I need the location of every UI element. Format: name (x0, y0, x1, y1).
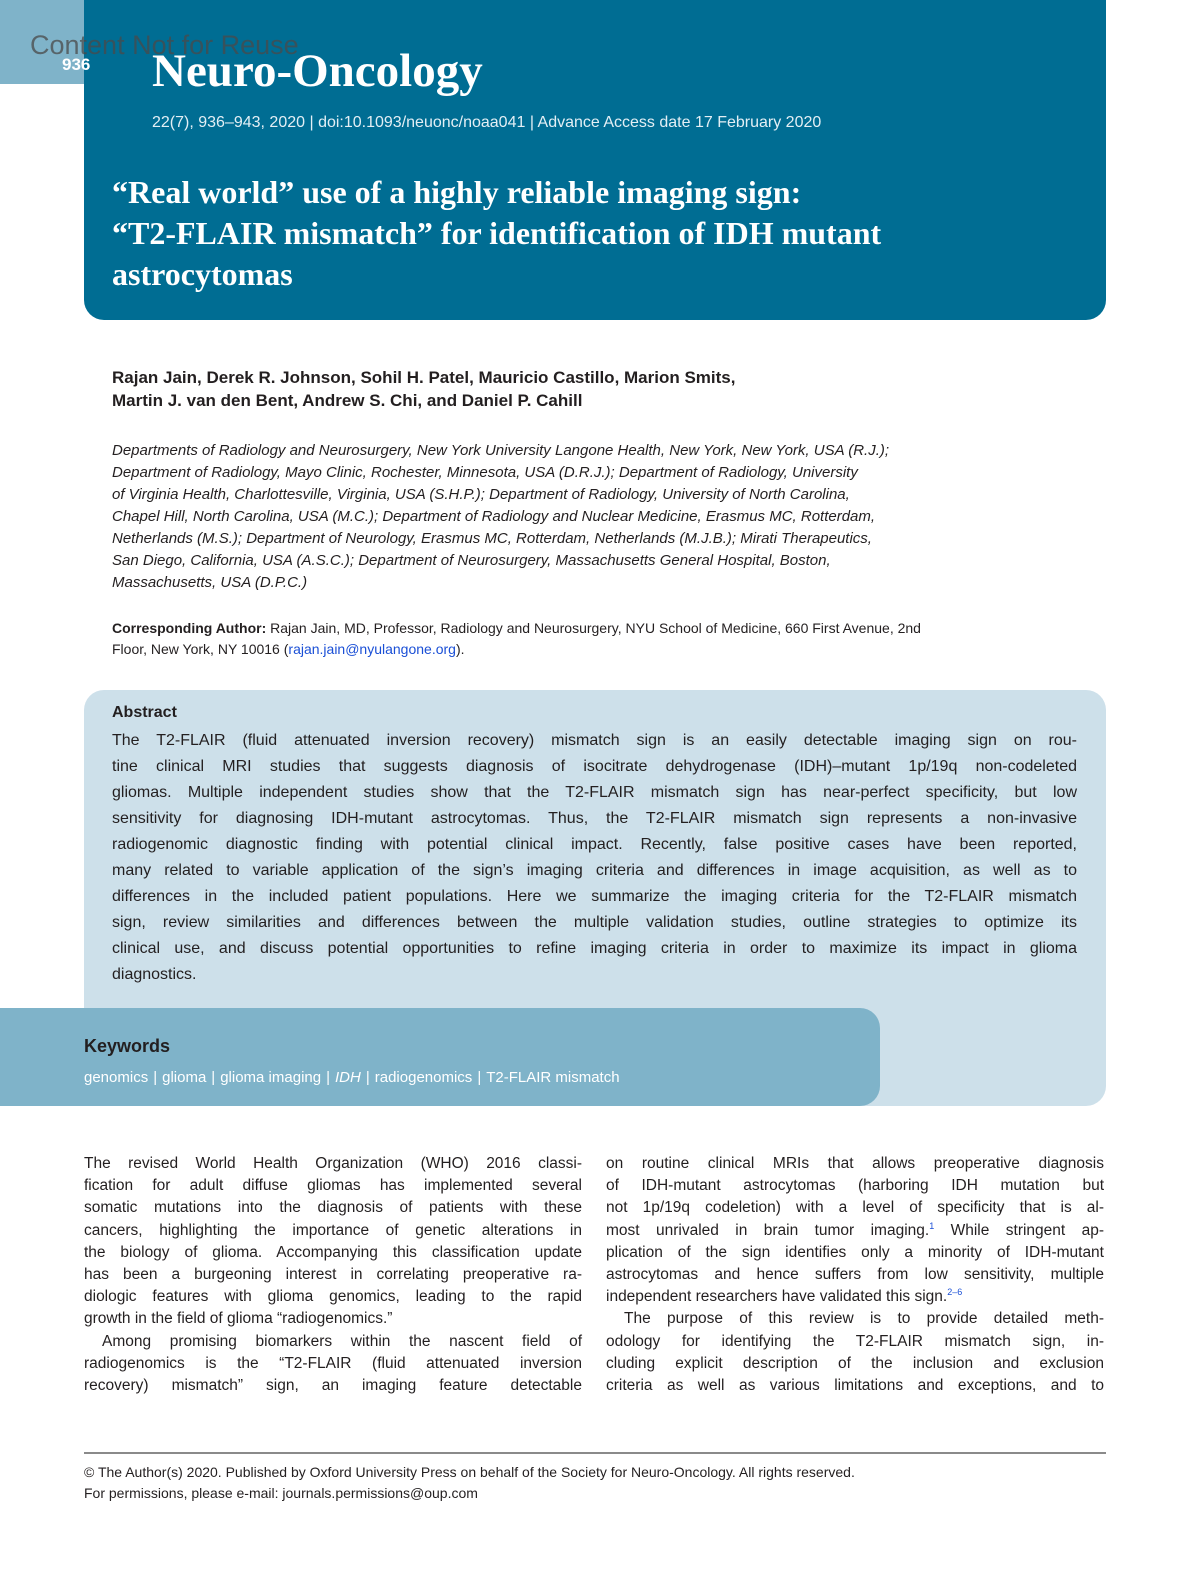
abstract-text (112, 728, 1077, 988)
reference-link[interactable]: 2–6 (947, 1287, 963, 1298)
body-line: of IDH-mutant astrocytomas (harboring IDH mutation but (606, 1177, 1104, 1195)
body-text: most unrivaled in brain tumor imaging. (606, 1221, 930, 1239)
page-number: 936 (62, 55, 91, 74)
affiliation-line: San Diego, California, USA (A.S.C.); Department of Neurosurgery, Massachusetts General Hospital, Boston, (112, 552, 831, 569)
body-line: has been a burgeoning interest in correlating preoperative ra- (84, 1266, 582, 1284)
keyword[interactable]: glioma imaging (220, 1069, 322, 1086)
body-line: plication of the sign identifies only a minority of IDH-mutant (606, 1243, 1104, 1261)
body-line-with-ref (606, 1286, 1104, 1308)
corresponding-author (112, 618, 1072, 660)
email-link[interactable]: rajan.jain@nyulangone.org (288, 641, 456, 657)
keyword[interactable]: glioma (162, 1069, 207, 1086)
body-line: criteria as well as various limitations and exceptions, and to (606, 1377, 1104, 1395)
watermark: Content Not for Reuse (30, 30, 299, 60)
body-line: diologic features with glioma genomics, leading to the rapid (84, 1288, 582, 1306)
body-line: fication for adult diffuse gliomas has implemented several (84, 1177, 582, 1195)
abstract-line: sensitivity for diagnosing IDH-mutant astrocytomas. Thus, the T2-FLAIR mismatch sign represents a non-invasive (112, 810, 1077, 827)
article-title (112, 172, 1072, 295)
author-line: Rajan Jain, Derek R. Johnson, Sohil H. Patel, Mauricio Castillo, Marion Smits, (112, 368, 736, 387)
body-line: The revised World Health Organization (WHO) 2016 classi- (84, 1155, 582, 1172)
citation: 22(7), 936–943, 2020 | doi:10.1093/neuonc/noaa041 | Advance Access date 17 February 2020 (152, 114, 822, 131)
body-line: Among promising biomarkers within the nascent field of (102, 1332, 582, 1350)
footer-rule (84, 1452, 1106, 1454)
body-line: on routine clinical MRIs that allows preoperative diagnosis (606, 1155, 1104, 1172)
affiliation-line: Netherlands (M.S.); Department of Neurology, Erasmus MC, Rotterdam, Netherlands (M.J.B.); Mirati Therapeutics, (112, 530, 872, 547)
affiliation-line: Departments of Radiology and Neurosurgery, New York University Langone Health, New York, New York, USA (R.J.); (112, 442, 890, 459)
reference-link[interactable]: 1 (929, 1220, 935, 1231)
body-line: radiogenomics is the “T2-FLAIR (fluid attenuated inversion (84, 1354, 582, 1372)
abstract-line: The T2-FLAIR (fluid attenuated inversion recovery) mismatch sign is an easily detectable imaging sign on rou- (112, 732, 1077, 749)
body-line-with-ref (606, 1220, 1104, 1242)
keyword[interactable]: T2-FLAIR mismatch (486, 1069, 620, 1086)
body-line: odology for identifying the T2-FLAIR mismatch sign, in- (606, 1332, 1104, 1350)
body-line: somatic mutations into the diagnosis of patients with these (84, 1199, 582, 1217)
keywords-heading: Keywords (84, 1036, 171, 1056)
affiliation-line: Chapel Hill, North Carolina, USA (M.C.); Department of Radiology and Nuclear Medicine, Erasmus MC, Rotterdam, (112, 508, 876, 525)
keyword[interactable]: IDH (335, 1069, 361, 1086)
body-line: the biology of glioma. Accompanying this classification update (84, 1243, 582, 1261)
body-column-right (606, 1153, 1104, 1397)
footer (84, 1462, 855, 1504)
body-line: not 1p/19q codeletion) with a level of specificity that is al- (606, 1199, 1104, 1217)
keywords-list: genomics | glioma | glioma imaging | IDH | radiogenomics | T2-FLAIR mismatch (84, 1069, 620, 1086)
affiliations (112, 440, 1072, 594)
abstract-line: clinical use, and discuss potential opportunities to refine imaging criteria in order to maximize its impact in glioma (112, 940, 1077, 957)
keyword[interactable]: genomics (84, 1069, 149, 1086)
copyright-line: © The Author(s) 2020. Published by Oxford University Press on behalf of the Society for Neuro-Oncology. All rights reserved. (84, 1464, 855, 1480)
affiliation-line: of Virginia Health, Charlottesville, Virginia, USA (S.H.P.); Department of Radiology, University of North Carolina, (112, 486, 850, 503)
permissions-line: For permissions, please e-mail: journals.permissions@oup.com (84, 1485, 478, 1501)
body-text: independent researchers have validated this sign. (606, 1288, 948, 1306)
body-column-left (84, 1153, 582, 1397)
body-text: While stringent ap- (934, 1221, 1105, 1239)
abstract-heading: Abstract (112, 704, 177, 721)
abstract-line: gliomas. Multiple independent studies show that the T2-FLAIR mismatch sign has near-perfect specificity, but low (112, 784, 1077, 801)
keyword[interactable]: radiogenomics (374, 1069, 473, 1086)
abstract-line: radiogenomic diagnostic finding with potential clinical impact. Recently, false positive cases have been reported, (112, 836, 1077, 853)
affiliation-line: Department of Radiology, Mayo Clinic, Rochester, Minnesota, USA (D.R.J.); Department of Radiology, University (112, 464, 858, 481)
journal-title: Neuro-Oncology (152, 45, 483, 97)
abstract-line: diagnostics. (112, 966, 197, 983)
body-line: cluding explicit description of the inclusion and exclusion (606, 1354, 1104, 1372)
body-line: astrocytomas and hence suffers from low sensitivity, multiple (606, 1266, 1104, 1284)
author-list (112, 366, 1092, 412)
corresponding-text: Floor, New York, NY 10016 ( (112, 641, 289, 657)
body-line: The purpose of this review is to provide detailed meth- (624, 1310, 1104, 1328)
article-title-line: “T2-FLAIR mismatch” for identification of IDH mutant (112, 215, 882, 251)
abstract-line: differences in the included patient populations. Here we summarize the imaging criteria for the T2-FLAIR mismatch (112, 888, 1077, 905)
body-line: recovery) mismatch” sign, an imaging feature detectable (84, 1377, 582, 1395)
author-line: Martin J. van den Bent, Andrew S. Chi, and Daniel P. Cahill (112, 391, 583, 410)
article-title-line: “Real world” use of a highly reliable imaging sign: (112, 174, 802, 210)
affiliation-line: Massachusetts, USA (D.P.C.) (112, 574, 308, 591)
corresponding-label: Corresponding Author: (112, 620, 267, 636)
abstract-line: sign, review similarities and differences between the multiple validation studies, outline strategies to optimize its (112, 914, 1077, 931)
body-line: growth in the field of glioma “radiogenomics.” (84, 1310, 393, 1328)
article-title-line: astrocytomas (112, 256, 293, 292)
body-line: cancers, highlighting the importance of genetic alterations in (84, 1221, 582, 1239)
abstract-line: many related to variable application of the sign’s imaging criteria and differences in image acquisition, as well as to (112, 862, 1077, 879)
corresponding-text: Rajan Jain, MD, Professor, Radiology and Neurosurgery, NYU School of Medicine, 660 First Avenue, 2nd (266, 620, 921, 636)
abstract-line: tine clinical MRI studies that suggests diagnosis of isocitrate dehydrogenase (IDH)–mutant 1p/19q non-codeleted (112, 758, 1077, 775)
corresponding-text: ). (455, 641, 465, 657)
keywords-band (0, 1008, 880, 1106)
